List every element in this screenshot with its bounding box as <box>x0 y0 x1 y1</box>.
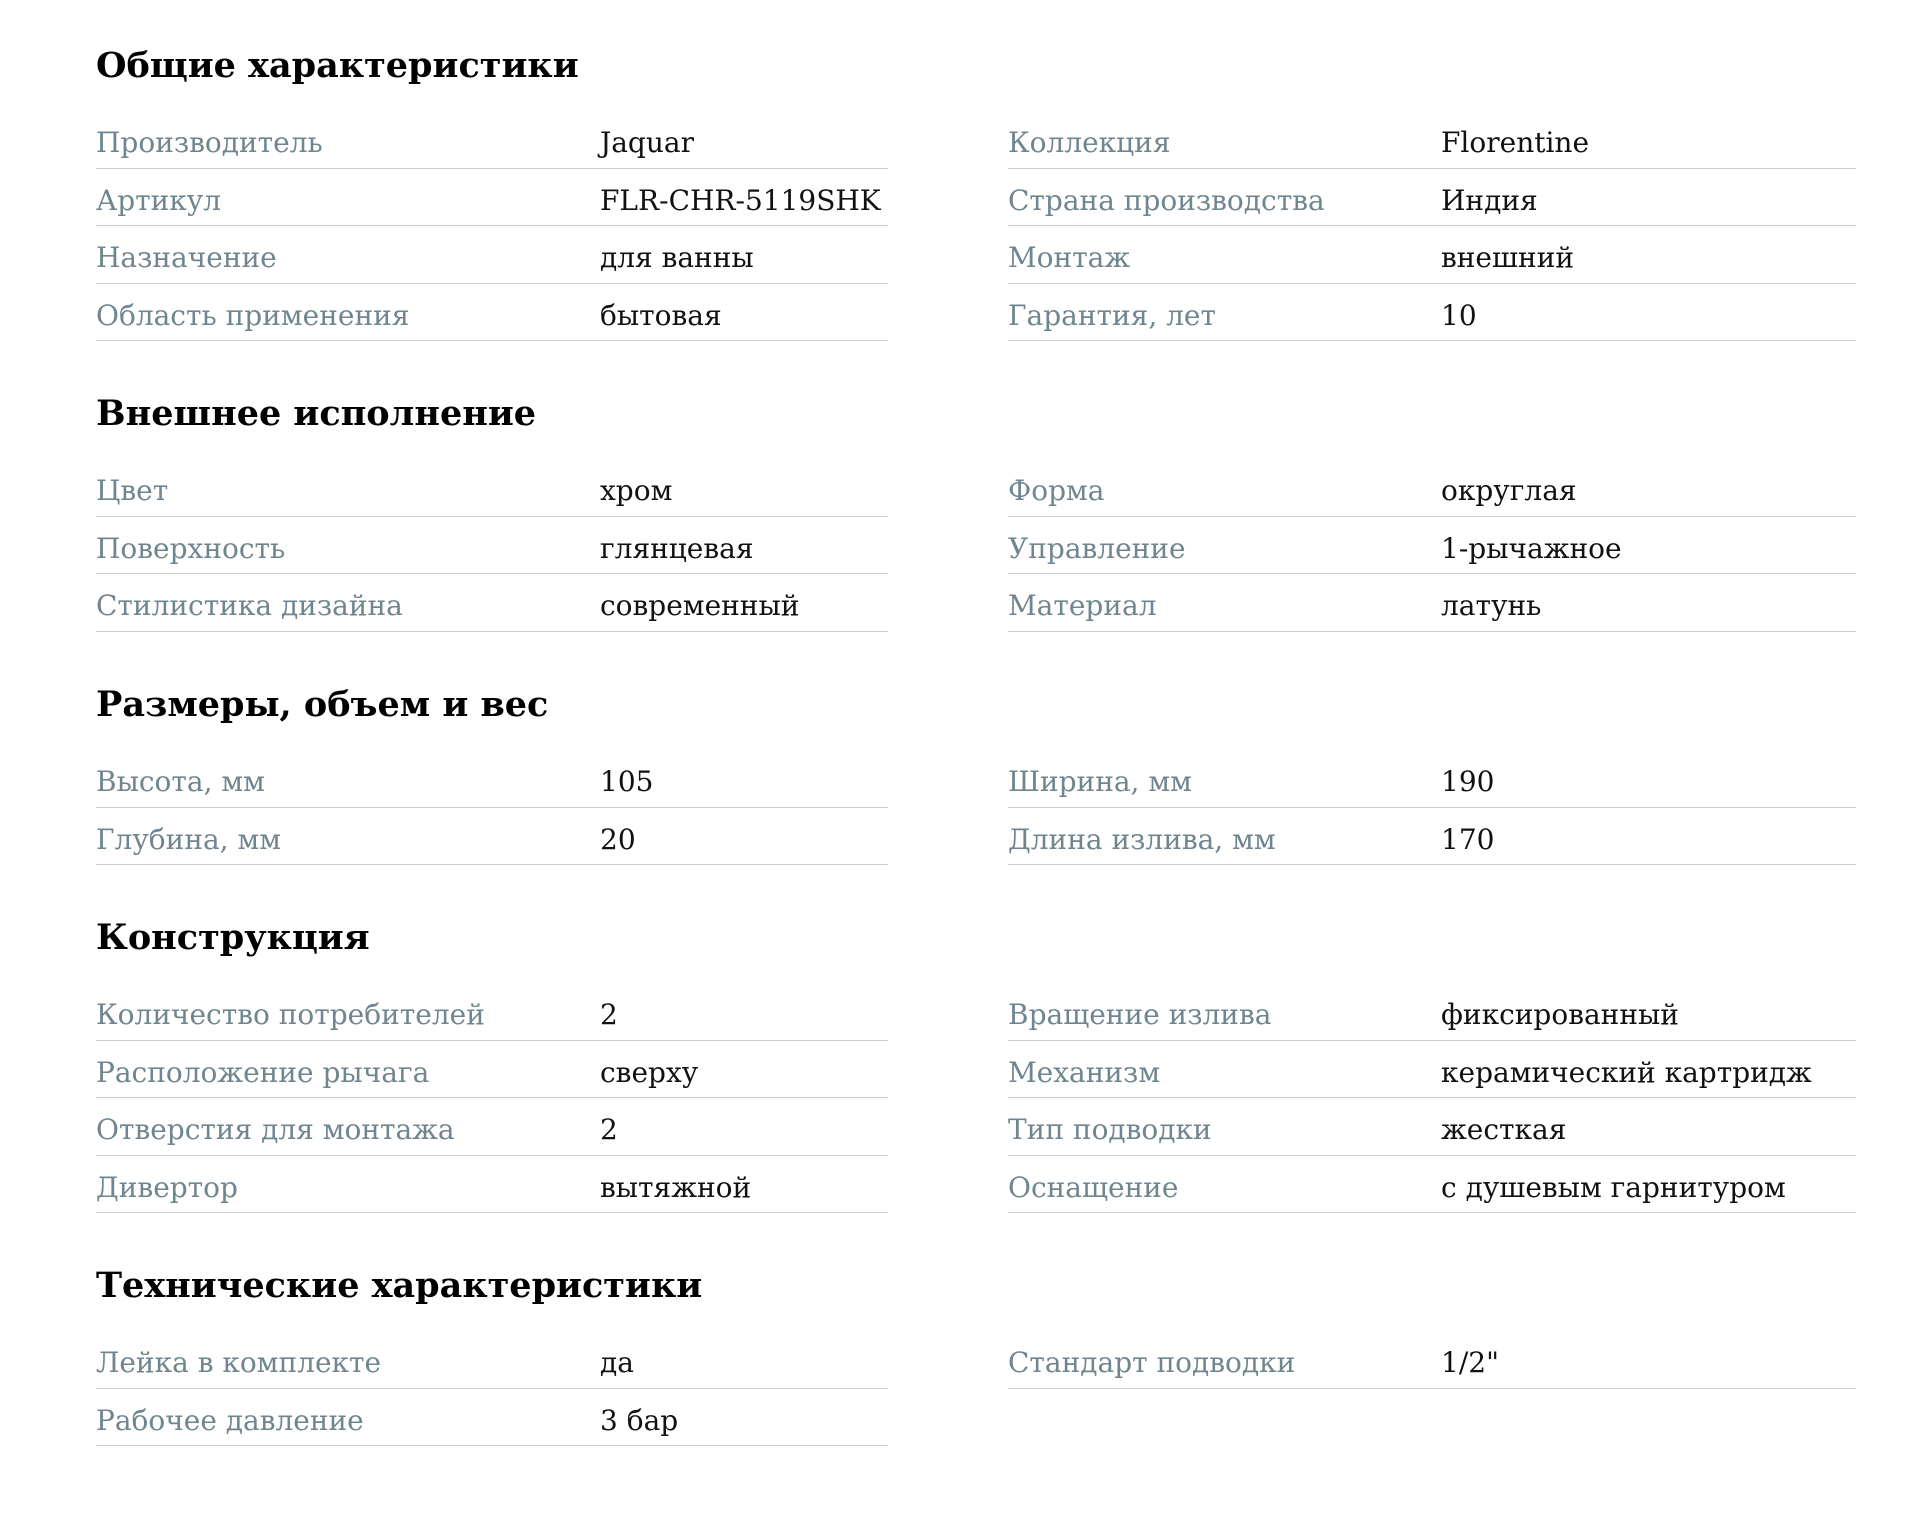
spec-label: Коллекция <box>1008 126 1171 159</box>
spec-label: Артикул <box>96 183 222 217</box>
spec-label: Страна производства <box>1008 183 1325 217</box>
spec-label: Поверхность <box>96 531 286 565</box>
spec-row <box>96 459 888 517</box>
spec-value: вытяжной <box>600 1170 752 1204</box>
spec-value: 105 <box>600 765 654 798</box>
spec-label: Механизм <box>1008 1055 1161 1089</box>
spec-label: Оснащение <box>1008 1170 1179 1204</box>
spec-row <box>1008 459 1856 517</box>
spec-label: Длина излива, мм <box>1008 822 1276 856</box>
spec-value: 170 <box>1441 822 1495 856</box>
spec-row <box>96 226 888 284</box>
spec-list-technical-right <box>1008 1331 1856 1389</box>
spec-label: Область применения <box>96 298 410 332</box>
section-title-appearance: Внешнее исполнение <box>96 393 537 434</box>
spec-row <box>96 1331 888 1389</box>
section-title-construction: Конструкция <box>96 917 370 958</box>
spec-value: 10 <box>1441 298 1477 332</box>
spec-label: Производитель <box>96 126 323 159</box>
spec-value: 3 бар <box>600 1403 679 1437</box>
spec-label: Высота, мм <box>96 765 265 798</box>
spec-value: 190 <box>1441 765 1495 798</box>
spec-row <box>1008 1156 1856 1214</box>
spec-label: Вращение излива <box>1008 998 1272 1031</box>
spec-value: FLR-CHR-5119SHK <box>600 183 881 217</box>
spec-row <box>1008 111 1856 169</box>
spec-value: 2 <box>600 1113 618 1146</box>
spec-row <box>1008 517 1856 575</box>
spec-value: 1-рычажное <box>1441 531 1622 565</box>
spec-row <box>96 1098 888 1156</box>
spec-row <box>1008 284 1856 342</box>
spec-list-general-left <box>96 111 888 341</box>
spec-list-appearance-right <box>1008 459 1856 632</box>
spec-label: Ширина, мм <box>1008 765 1192 798</box>
spec-value: 20 <box>600 822 636 856</box>
spec-value: сверху <box>600 1055 699 1089</box>
spec-value: латунь <box>1441 589 1542 622</box>
spec-label: Стилистика дизайна <box>96 589 403 622</box>
spec-value: жесткая <box>1441 1113 1567 1146</box>
spec-label: Отверстия для монтажа <box>96 1113 455 1146</box>
spec-label: Материал <box>1008 589 1157 622</box>
spec-value: бытовая <box>600 298 722 332</box>
spec-list-construction-right <box>1008 983 1856 1213</box>
spec-value: современный <box>600 589 800 622</box>
spec-row <box>96 169 888 227</box>
spec-list-construction-left <box>96 983 888 1213</box>
spec-value: 1/2" <box>1441 1346 1499 1379</box>
spec-list-technical-left <box>96 1331 888 1446</box>
spec-value: Jaquar <box>600 126 694 159</box>
spec-value: фиксированный <box>1441 998 1679 1031</box>
spec-label: Глубина, мм <box>96 822 282 856</box>
spec-value: округлая <box>1441 474 1577 507</box>
spec-row <box>1008 169 1856 227</box>
spec-row <box>96 1389 888 1447</box>
section-title-dimensions: Размеры, объем и вес <box>96 684 549 725</box>
spec-label: Цвет <box>96 474 169 507</box>
spec-value: хром <box>600 474 673 507</box>
spec-label: Тип подводки <box>1008 1113 1212 1146</box>
spec-row <box>1008 750 1856 808</box>
spec-label: Количество потребителей <box>96 998 485 1031</box>
spec-label: Форма <box>1008 474 1105 507</box>
spec-row <box>96 1156 888 1214</box>
spec-value: 2 <box>600 998 618 1031</box>
section-title-technical: Технические характеристики <box>96 1265 703 1306</box>
spec-row <box>96 284 888 342</box>
spec-row <box>96 750 888 808</box>
spec-row <box>1008 983 1856 1041</box>
spec-row <box>1008 226 1856 284</box>
spec-list-appearance-left <box>96 459 888 632</box>
spec-value: Индия <box>1441 183 1538 217</box>
spec-value: внешний <box>1441 241 1575 274</box>
spec-row <box>1008 1098 1856 1156</box>
spec-value: керамический картридж <box>1441 1055 1812 1089</box>
spec-value: Florentine <box>1441 126 1590 159</box>
spec-row <box>1008 808 1856 866</box>
spec-row <box>1008 1041 1856 1099</box>
spec-list-general-right <box>1008 111 1856 341</box>
spec-label: Расположение рычага <box>96 1055 430 1089</box>
spec-label: Дивертор <box>96 1170 238 1204</box>
spec-value: глянцевая <box>600 531 754 565</box>
spec-label: Гарантия, лет <box>1008 298 1216 332</box>
spec-value: да <box>600 1346 634 1379</box>
spec-row <box>96 983 888 1041</box>
spec-value: для ванны <box>600 241 754 274</box>
spec-row <box>96 808 888 866</box>
spec-row <box>96 574 888 632</box>
spec-label: Назначение <box>96 241 277 274</box>
spec-label: Стандарт подводки <box>1008 1346 1296 1379</box>
section-title-general: Общие характеристики <box>96 45 579 86</box>
spec-label: Управление <box>1008 531 1186 565</box>
spec-row <box>1008 574 1856 632</box>
spec-row <box>96 1041 888 1099</box>
spec-label: Монтаж <box>1008 241 1131 274</box>
spec-value: с душевым гарнитуром <box>1441 1170 1786 1204</box>
spec-row <box>1008 1331 1856 1389</box>
spec-list-dimensions-right <box>1008 750 1856 865</box>
spec-label: Рабочее давление <box>96 1403 364 1437</box>
spec-list-dimensions-left <box>96 750 888 865</box>
spec-row <box>96 111 888 169</box>
spec-row <box>96 517 888 575</box>
spec-label: Лейка в комплекте <box>96 1346 382 1379</box>
